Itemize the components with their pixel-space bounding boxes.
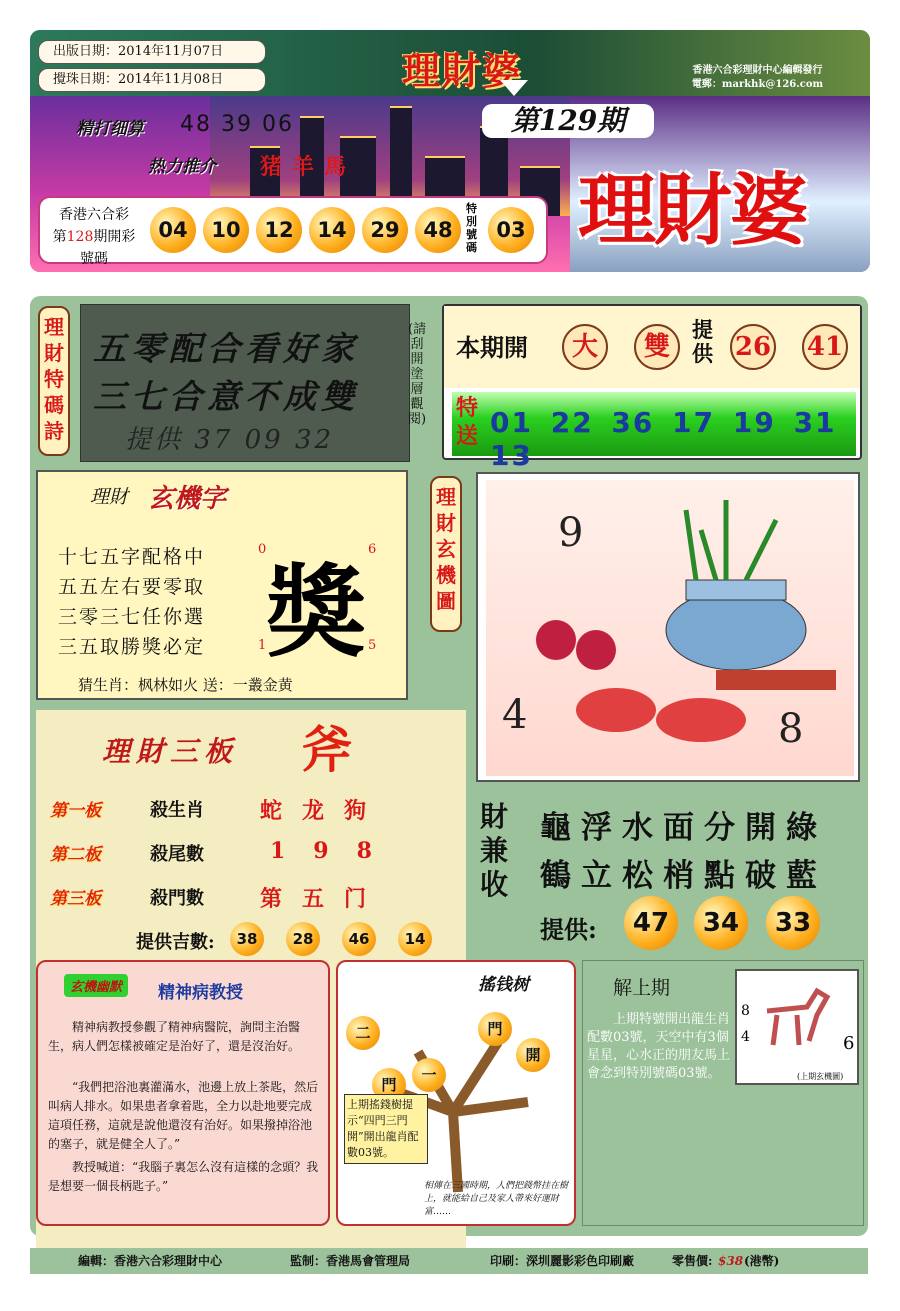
- provide-circle: 26: [730, 324, 776, 370]
- footer: [30, 1248, 868, 1274]
- previous-issue-box: [582, 960, 864, 1226]
- mystery-brand: 理財: [90, 486, 129, 508]
- footer-price-label: 零售價:: [672, 1254, 713, 1268]
- picture-number: 8: [778, 706, 804, 752]
- publisher-info: [650, 64, 865, 92]
- tree-caption: 相傳在三國時期，人們把錢幣挂在樹上，就能給自己及家人帶來好運財富……: [424, 1181, 569, 1217]
- mystery-title: 玄機字: [148, 484, 227, 514]
- board-values: 198: [270, 838, 400, 864]
- board-kind: 殺生肖: [150, 800, 204, 821]
- picture-number: 6: [843, 1033, 855, 1054]
- wealth-line-1: 龜浮水面分開綠: [540, 810, 827, 846]
- brand-logo-small: 理財婆: [402, 48, 523, 93]
- draw-date: 攪珠日期：2014年11月08日: [38, 68, 266, 92]
- poem-line-2: 三七合意不成雙: [93, 377, 359, 416]
- previous-text: 上期特號開出龍生肖配數03號，天空中有3個星星，心水正的朋友馬上會念到特別號碼03號。: [587, 1012, 731, 1081]
- corner-number: 1: [258, 638, 267, 653]
- double-circle: 雙: [634, 324, 680, 370]
- picture-side-title: 理財玄機圖: [430, 476, 462, 632]
- joke-badge: 玄機幽默: [64, 974, 128, 997]
- draw-subtitle: 第128期開彩號碼: [52, 229, 136, 267]
- money-tree-box: [336, 960, 576, 1226]
- mystery-lines: [58, 542, 205, 662]
- open-label: 本期開: [456, 333, 528, 362]
- picture-number: 9: [558, 510, 584, 556]
- mystery-line: 十七五字配格中: [58, 546, 206, 568]
- open-provide: 提供: [692, 317, 713, 366]
- draw-ball: 48: [415, 207, 461, 253]
- special-label: 特別號碼: [466, 202, 477, 254]
- poem-provide: 提供 37 09 32: [125, 425, 335, 455]
- board-kind: 殺門數: [150, 888, 204, 909]
- poem-box: [80, 304, 410, 462]
- publisher-name: 香港六合彩理財中心編輯發行: [692, 65, 823, 76]
- board-values: 第五门: [260, 886, 387, 912]
- lucky-ball: 14: [398, 922, 432, 956]
- tree-fruit: 一: [412, 1058, 446, 1092]
- picture-number: 8: [741, 1003, 750, 1019]
- scratch-note: (請刮開塗層觀閱): [408, 322, 427, 427]
- previous-picture: [735, 969, 859, 1085]
- tree-note: 上期搖錢樹提示“四門三門開”開出龍肖配數03號。: [344, 1094, 428, 1164]
- board-label: 第三板: [50, 889, 101, 909]
- mystery-glyph: 獎: [266, 553, 366, 671]
- pointer-triangle: [500, 80, 528, 96]
- issue-number: 第129期: [482, 104, 654, 138]
- draw-label: [46, 204, 142, 270]
- main-panel: [30, 296, 868, 1236]
- wealth-ball: 33: [766, 896, 820, 950]
- board-label: 第二板: [50, 845, 101, 865]
- board-label: 第一板: [50, 801, 101, 821]
- double-wealth-box: [476, 792, 868, 956]
- draw-ball: 10: [203, 207, 249, 253]
- joke-box: [36, 960, 330, 1226]
- special-strip: [452, 392, 856, 472]
- board-kind: 殺尾數: [150, 844, 204, 865]
- lucky-label: 提供吉數:: [136, 932, 215, 953]
- joke-paragraph: 精神病教授參觀了精神病醫院，詢問主治醫生，病人們怎樣被確定是治好了，還是沒治好。: [48, 1020, 301, 1053]
- tree-title: 搖钱树: [478, 975, 529, 995]
- tree-fruit: 門: [372, 1068, 406, 1102]
- previous-img-label: (上期玄機圖): [797, 1072, 844, 1081]
- wealth-ball: 34: [694, 896, 748, 950]
- hot-label: 热力推介: [148, 157, 216, 177]
- footer-editor: 編輯：香港六合彩理財中心: [78, 1254, 223, 1268]
- draw-ball: 12: [256, 207, 302, 253]
- corner-number: 5: [368, 638, 377, 653]
- top-bar: [30, 30, 870, 96]
- axe-title: 理財三板: [102, 735, 239, 768]
- wealth-ball: 47: [624, 896, 678, 950]
- big-circle: 大: [562, 324, 608, 370]
- provide-circle: 41: [802, 324, 848, 370]
- open-box: [442, 304, 862, 472]
- draw-results-box: [38, 196, 548, 267]
- corner-number: 6: [368, 542, 377, 557]
- publisher-email: 電郵：markhk@126.com: [691, 79, 824, 90]
- joke-paragraph: “我們把浴池裏灌滿水，池邊上放上茶匙，然后叫病人排水。如果患者拿着匙，全力以赴地要完成這項任務，這就是說他還沒有治好。如果撥掉浴池的塞子，就是健全人了。”: [48, 1080, 319, 1151]
- tree-fruit: 開: [516, 1038, 550, 1072]
- previous-title: 解上期: [613, 977, 671, 999]
- wealth-line-2: 鶴立松梢點破藍: [540, 858, 827, 894]
- mystery-line: 五五左右要零取: [58, 576, 206, 598]
- mystery-picture: [476, 472, 860, 782]
- hero-title: 理財婆: [578, 165, 807, 256]
- draw-ball: 29: [362, 207, 408, 253]
- precise-label: 精打细算: [76, 119, 144, 139]
- footer-price: $38: [718, 1254, 744, 1268]
- footer-currency: (港幣): [744, 1254, 780, 1268]
- horse-illustration: [737, 971, 857, 1067]
- lucky-ball: 28: [286, 922, 320, 956]
- corner-number: 0: [258, 542, 267, 557]
- tree-fruit: 二: [346, 1016, 380, 1050]
- footer-supervise: 監制：香港馬會管理局: [290, 1254, 411, 1268]
- lucky-ball: 38: [230, 922, 264, 956]
- precise-numbers: 48 39 06: [180, 112, 294, 137]
- special-ball: 03: [488, 207, 534, 253]
- wealth-side: 財兼收: [480, 800, 509, 901]
- poem-side-title: 理財特碼詩: [38, 306, 70, 456]
- lucky-ball: 46: [342, 922, 376, 956]
- axe-glyph: 斧: [302, 720, 352, 779]
- tree-fruit: 門: [478, 1012, 512, 1046]
- picture-number: 4: [502, 692, 528, 738]
- header: [30, 30, 870, 272]
- footer-print: 印刷：深圳麗影彩色印刷廠: [490, 1254, 635, 1268]
- hot-zodiacs: 猪羊馬: [260, 154, 357, 180]
- picture-number: 4: [741, 1029, 750, 1045]
- joke-paragraph: 教授喊道：“我腦子裏怎么沒有這樣的念頭？我是想要一個長柄匙子。”: [48, 1160, 319, 1193]
- board-values: 蛇龙狗: [260, 798, 387, 824]
- mystery-line: 三零三七任你選: [58, 606, 206, 628]
- draw-ball: 04: [150, 207, 196, 253]
- mystery-footer: 猜生肖：枫林如火 送：一叢金黄: [78, 676, 293, 694]
- mystery-word-box: [36, 470, 408, 700]
- special-send-label: 特送: [455, 395, 478, 449]
- publish-date: 出版日期：2014年11月07日: [38, 40, 266, 64]
- draw-title: 香港六合彩: [59, 207, 129, 223]
- poem-line-1: 五零配合看好家: [93, 329, 359, 368]
- banner: [30, 96, 870, 272]
- wealth-provide: 提供:: [540, 915, 597, 944]
- joke-title: 精神病教授: [158, 983, 243, 1003]
- mystery-line: 三五取勝獎必定: [58, 636, 206, 658]
- draw-ball: 14: [309, 207, 355, 253]
- special-send-numbers: 01 22 36 17 19 31 13: [490, 406, 837, 472]
